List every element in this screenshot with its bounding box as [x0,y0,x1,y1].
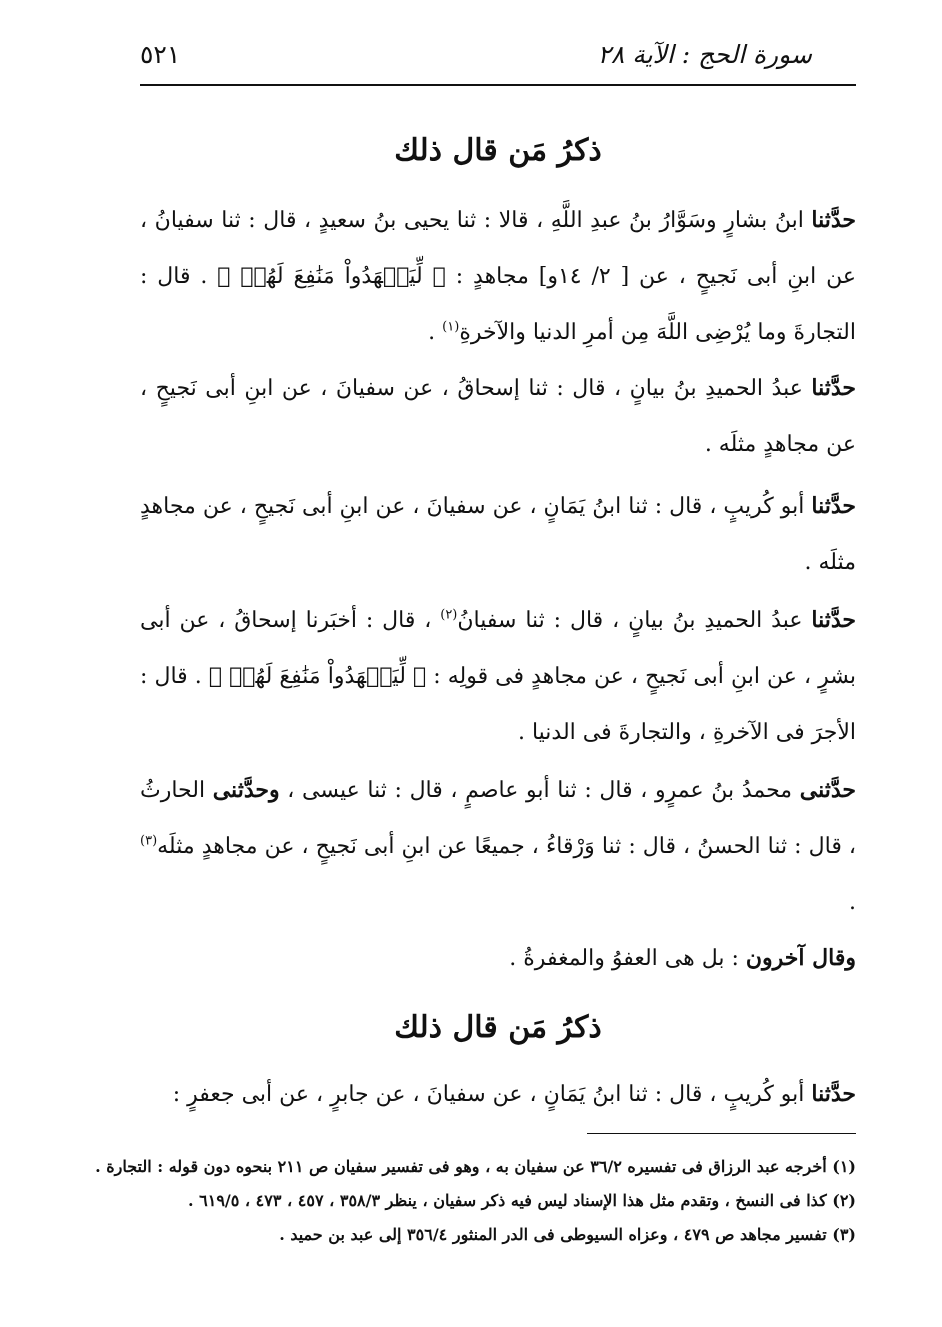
narration-lead: حدَّثنى [799,777,856,803]
paragraph-text: أبو كُريبٍ ، قال : ثنا ابنُ يَمَانٍ ، عن سفيانَ ، عن ابنِ أبى نَجيحٍ ، عن مجاهدٍ مثلَه . [140,494,856,575]
paragraph-7 [140,1066,856,1123]
paragraph-text: . قال : الأجرَ فى الآخرةِ ، والتجارةَ فى الدنيا . [140,664,856,745]
footnote-ref: (٣) [140,833,158,849]
footnote-separator [587,1133,856,1134]
footnote-2: (٢) كذا فى النسخ ، وتقدم مثل هذا الإسناد ليس فيه ذكر سفيان ، ينظر ٣٥٨/٣ ، ٤٥٧ ، ٤٧٣ ، ٦١٩/٥ . [188,1191,856,1210]
paragraph-text: الحارثُ ، قال : ثنا الحسنُ ، قال : ثنا وَرْقاءُ ، جميعًا عن ابنِ أبى نَجيحٍ ، عن مجاهدٍ مثلَه [140,778,856,859]
narration-lead: وقال آخرون [745,945,856,971]
quran-verse: ﴿ لِّيَشۡهَدُواْ مَنَٰفِعَ لَهُمۡ ﴾ [217,264,446,289]
header-title: سورة الحج : الآية ٢٨ [597,40,812,69]
paragraph-text: ابنُ بشارٍ وسَوَّارُ بنُ عبدِ اللَّهِ ، قالا : ثنا يحيى بنُ سعيدٍ ، قال : ثنا سفيانُ ، عن ابنِ أبى نَجيحٍ ، عن [ ٢/ ١٤و] مجاهدٍ : [140,208,857,289]
section-heading: ذكرُ مَن قال ذلك [394,133,602,168]
footnote-1: (١) أخرجه عبد الرزاق فى تفسيره ٣٦/٢ عن سفيان به ، وهو فى تفسير سفيان ص ٢١١ بنحوه دون قوله : التجارة . [95,1157,856,1176]
paragraph-text: . [849,890,856,915]
narration-lead: حدَّثنا [811,207,856,233]
paragraph-3 [140,478,856,591]
paragraph-text: . قال : التجارةَ وما يُرْضِى اللَّهَ مِن أمرِ الدنيا والآخرةِ [140,264,856,345]
footnote-ref: (٢) [440,607,458,623]
narration-lead: حدَّثنا [811,607,856,633]
paragraph-text: : بل هى العفوُ والمغفرةُ . [509,946,746,971]
paragraph-6 [140,930,856,987]
paragraph-text: عبدُ الحميدِ بنُ بيانٍ ، قال : ثنا إسحاقُ ، عن سفيانَ ، عن ابنِ أبى نَجيحٍ ، عن مجاهدٍ مثلَه . [140,376,856,457]
running-header [140,28,812,82]
paragraph-text: محمدُ بنُ عمرٍو ، قال : ثنا أبو عاصمٍ ، قال : ثنا عيسى ، [279,778,800,803]
header-rule [140,84,856,86]
paragraph-5 [140,762,856,931]
footnote-3: (٣) تفسير مجاهد ص ٤٧٩ ، وعزاه السيوطى فى الدر المنثور ٣٥٦/٤ إلى عبد بن حميد . [279,1225,856,1244]
quran-verse: ﴿ لِّيَشۡهَدُواْ مَنَٰفِعَ لَهُمۡ ﴾ [208,664,427,689]
paragraph-4 [140,592,856,761]
paragraph-text: ، قال : أخبَرنا إسحاقُ ، عن أبى بشرٍ ، عن ابنِ أبى نَجيحٍ ، عن مجاهدٍ فى قولِه : [140,608,856,689]
narration-lead: حدَّثنا [811,493,856,519]
narration-lead: وحدَّثنى [212,777,280,803]
narration-lead: حدَّثنا [811,375,856,401]
footnotes [95,1150,856,1252]
narration-lead: حدَّثنا [811,1081,856,1107]
page-number: ٥٢١ [140,40,181,69]
paragraph-2 [140,360,856,473]
paragraph-text: . [428,320,443,345]
section-heading: ذكرُ مَن قال ذلك [394,1010,602,1045]
paragraph-text: أبو كُريبٍ ، قال : ثنا ابنُ يَمَانٍ ، عن سفيانَ ، عن جابرٍ ، عن أبى جعفرٍ : [172,1082,812,1107]
paragraph-1 [140,192,856,361]
paragraph-text: عبدُ الحميدِ بنُ بيانٍ ، قال : ثنا سفيانُ [457,608,812,633]
footnote-ref: (١) [442,319,460,335]
